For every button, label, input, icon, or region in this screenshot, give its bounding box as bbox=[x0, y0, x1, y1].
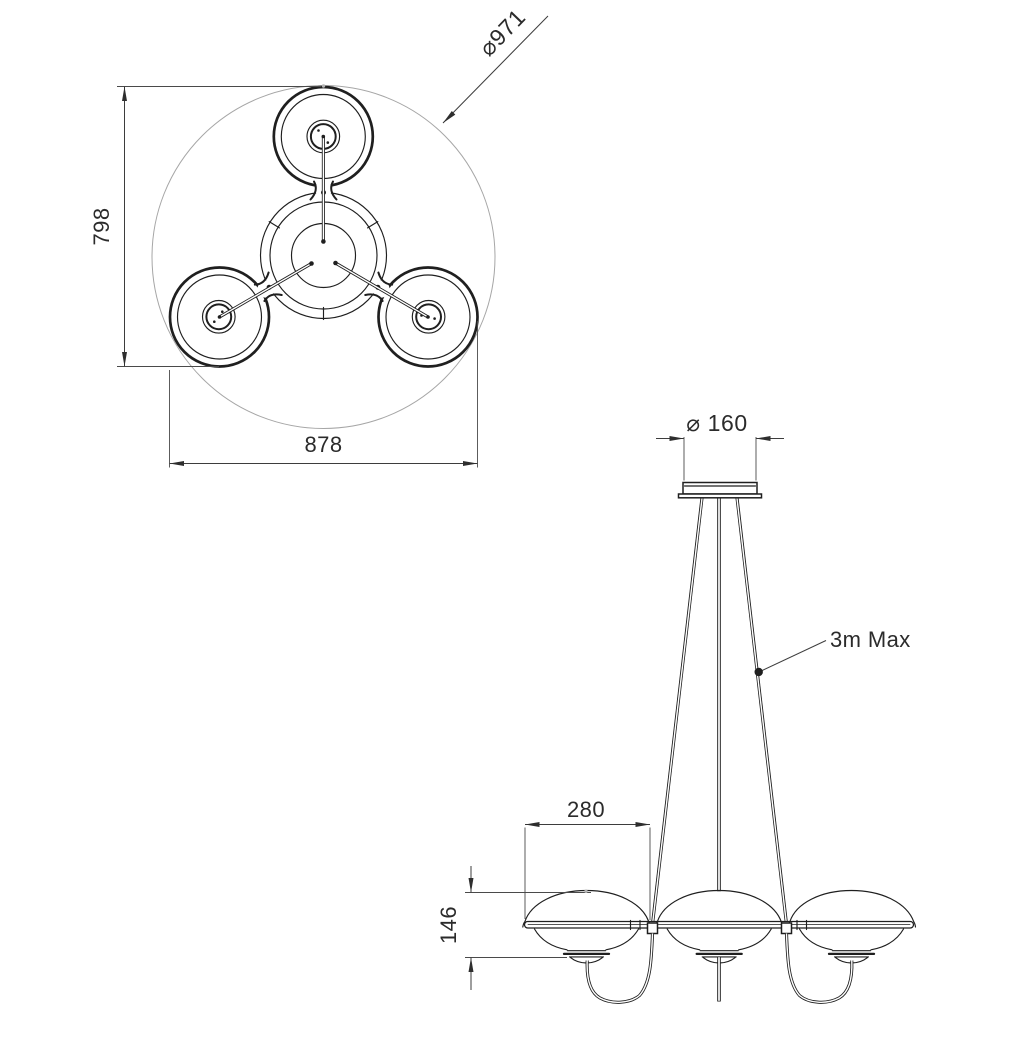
hub-tick bbox=[269, 222, 279, 228]
arrow-right-in bbox=[670, 436, 685, 441]
dim-798 bbox=[89, 84, 325, 366]
dim-971 bbox=[443, 4, 548, 123]
ring-bar bbox=[525, 921, 914, 930]
dim-280-label: 280 bbox=[567, 797, 605, 822]
arrow-leader bbox=[443, 111, 455, 123]
dim-160-label: ⌀ 160 bbox=[686, 410, 748, 436]
hub-tick bbox=[368, 222, 378, 228]
elevation-view bbox=[436, 410, 916, 1002]
plan-arms bbox=[218, 135, 430, 319]
arrow-left bbox=[170, 461, 185, 466]
arrow-up bbox=[122, 87, 127, 102]
dim-878 bbox=[170, 321, 478, 468]
arrow-left bbox=[525, 822, 540, 827]
suspension-label: 3m Max bbox=[830, 627, 911, 652]
dim-160 bbox=[656, 410, 784, 481]
bowl-right bbox=[800, 929, 904, 963]
dim-798-label: 798 bbox=[89, 207, 114, 246]
dim-146-label: 146 bbox=[436, 906, 461, 944]
ceiling-canopy bbox=[679, 483, 762, 498]
leader-dot bbox=[755, 668, 763, 676]
arrow-right bbox=[636, 822, 651, 827]
arrow-down bbox=[122, 352, 127, 367]
suspension-rods bbox=[653, 498, 787, 924]
canopy-flange bbox=[679, 494, 762, 498]
arrow-up-in bbox=[469, 958, 474, 973]
arrow-right bbox=[463, 461, 478, 466]
label-3m-max bbox=[755, 627, 911, 676]
dim-971-label: ⌀971 bbox=[473, 3, 531, 62]
arrow-down-in bbox=[469, 878, 474, 893]
arrow-left-in bbox=[756, 436, 771, 441]
plan-view bbox=[89, 4, 548, 468]
dim-878-label: 878 bbox=[304, 432, 343, 457]
